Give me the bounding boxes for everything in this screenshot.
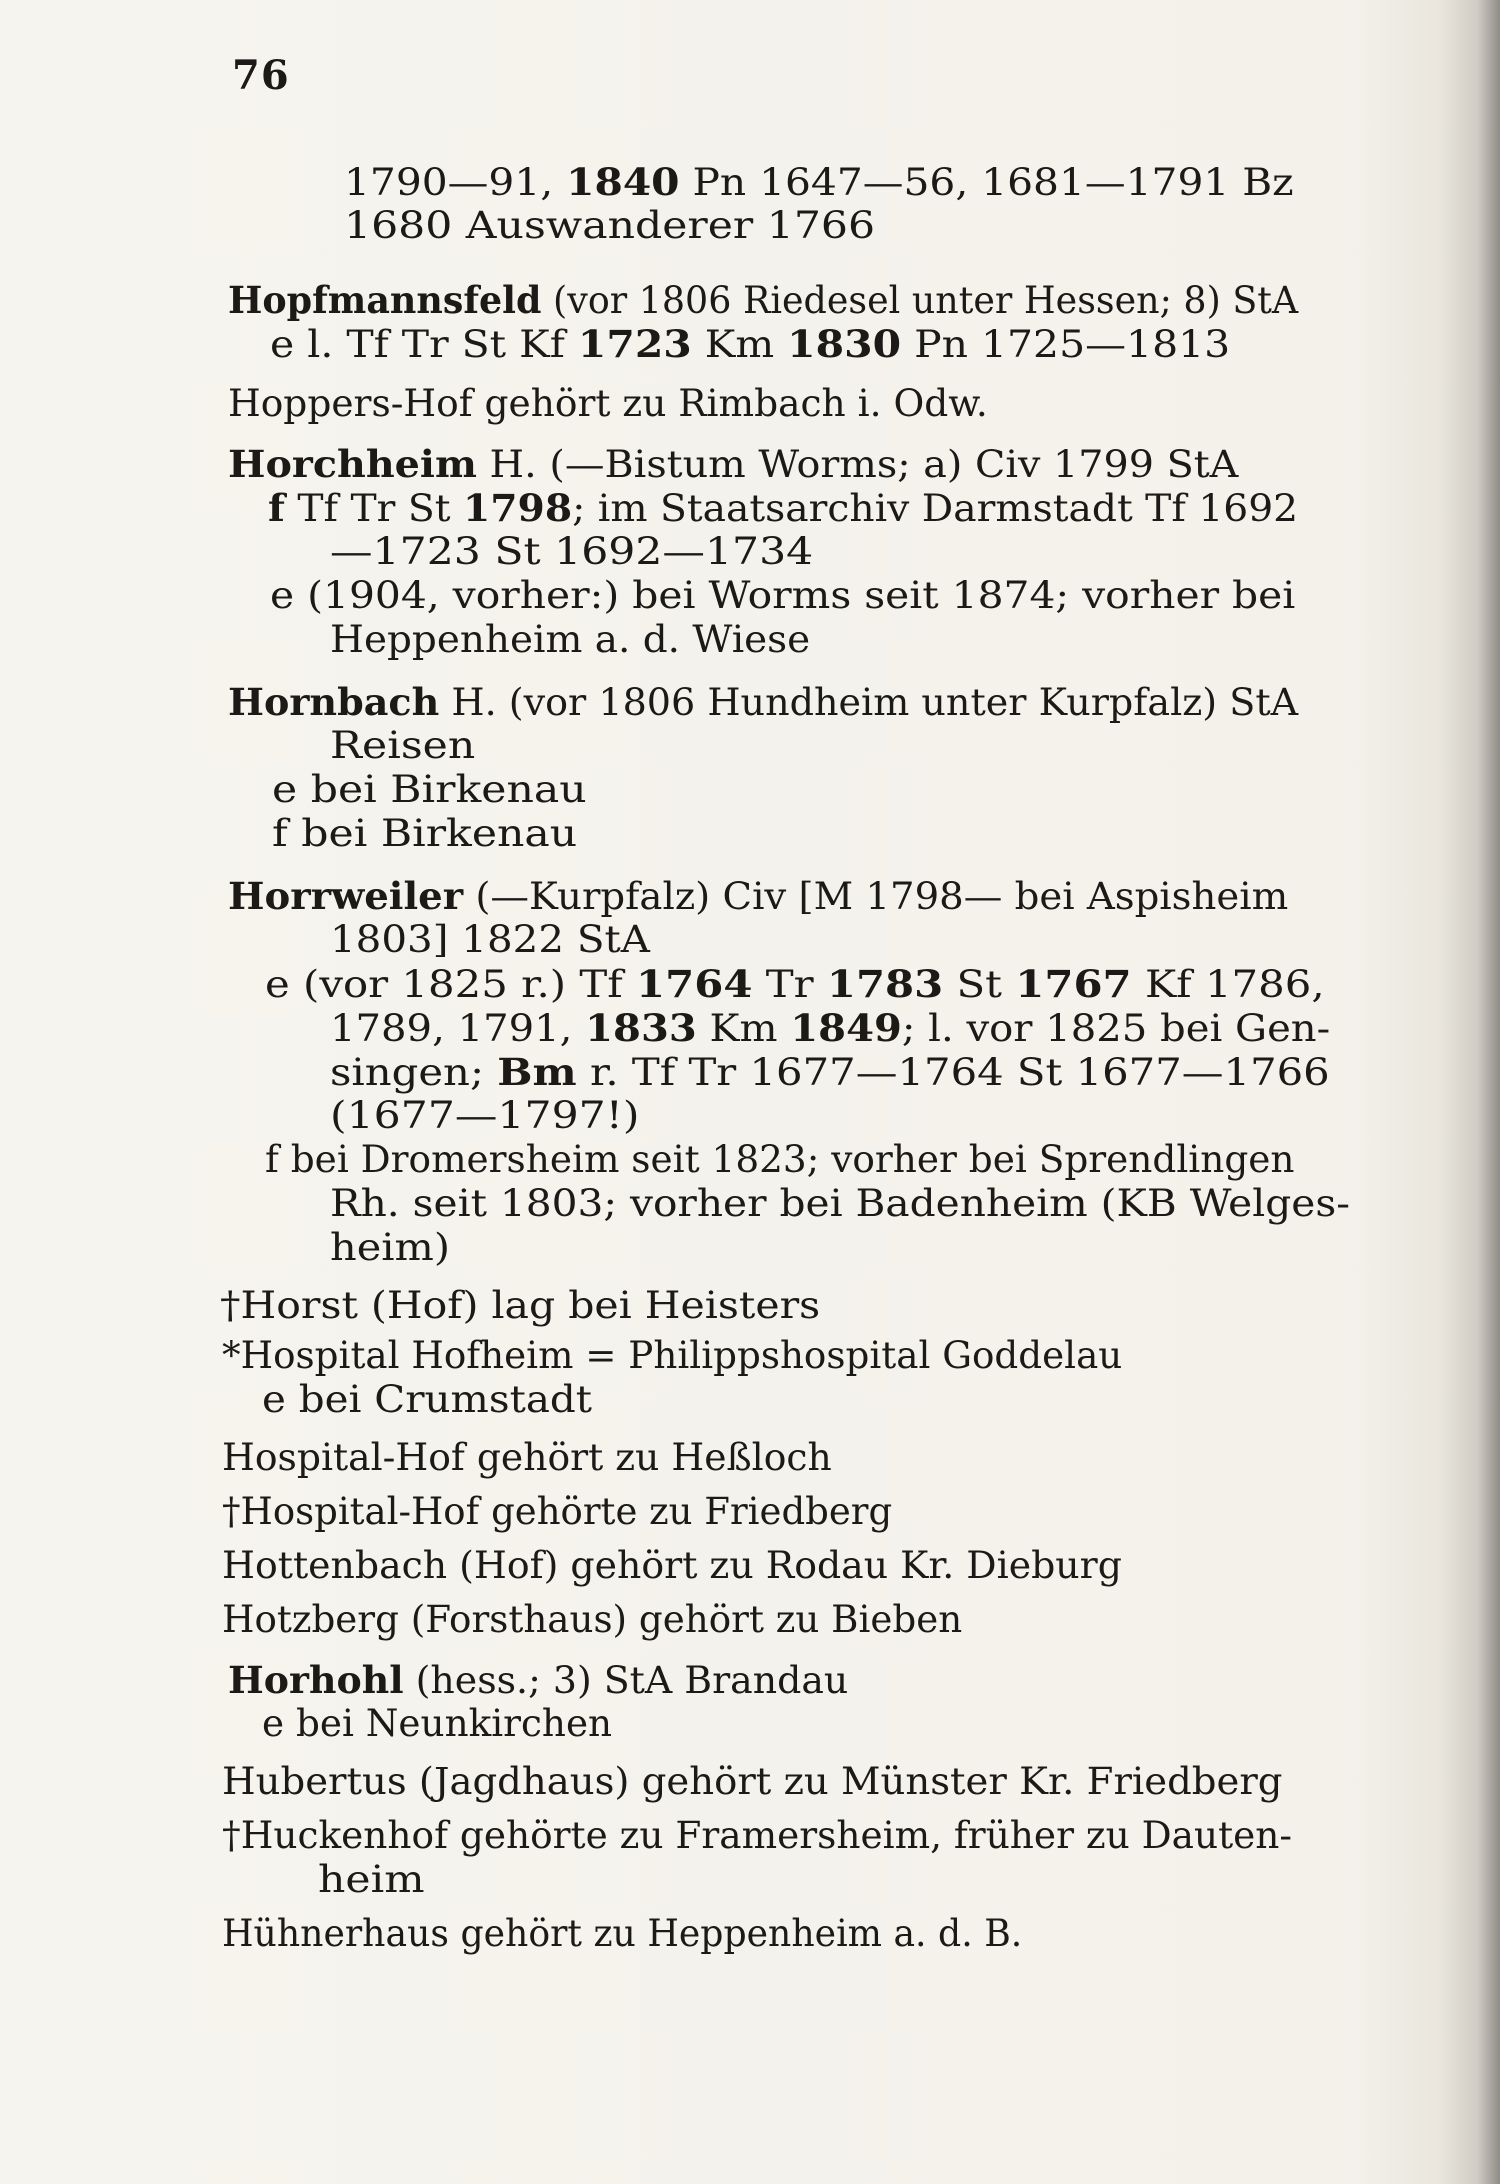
line-text: Hühnerhaus gehört zu Heppenheim a. d. B.	[222, 1912, 1023, 1955]
line-text: (1677—1797!)	[330, 1094, 640, 1137]
text-line	[222, 1544, 1122, 1588]
text-line	[222, 1436, 832, 1480]
text-line	[228, 442, 1239, 487]
text-line	[330, 1094, 640, 1138]
line-text: St	[943, 963, 1016, 1006]
text-line	[330, 1050, 1330, 1095]
text-line	[222, 1490, 892, 1534]
line-text: ; im Staatsarchiv Darmstadt Tf 1692	[572, 487, 1299, 530]
entry-headword: Hornbach	[228, 680, 440, 724]
bold-text: Bm	[497, 1050, 577, 1094]
text-line	[272, 768, 587, 812]
line-text: Kf 1786,	[1131, 963, 1325, 1006]
text-line	[228, 1658, 849, 1703]
text-line	[344, 160, 1294, 205]
bold-text: 1764	[636, 962, 753, 1006]
text-line	[222, 1760, 1283, 1804]
text-line	[262, 1702, 613, 1746]
line-text: f bei Birkenau	[272, 812, 578, 855]
text-line	[330, 1226, 451, 1270]
text-line	[222, 1912, 1040, 1956]
line-text: Tf Tr St	[284, 487, 463, 530]
line-text: Rh. seit 1803; vorher bei Badenheim (KB Welges-	[330, 1182, 1350, 1225]
text-line	[330, 530, 814, 574]
line-text: Reisen	[330, 724, 476, 767]
line-text: H. (—Bistum Worms; a) Civ 1799 StA	[476, 443, 1239, 486]
bold-text: f	[268, 486, 285, 530]
text-line	[330, 618, 811, 662]
line-text: 1789, 1791,	[330, 1007, 586, 1050]
line-text: *Hospital Hofheim = Philippshospital Goddelau	[222, 1334, 1123, 1377]
text-line	[330, 918, 650, 962]
text-line	[222, 1814, 1293, 1858]
line-text: Km	[691, 323, 788, 366]
line-text: (—Kurpfalz) Civ [M 1798— bei Aspisheim	[463, 875, 1289, 918]
entry-headword: Horrweiler	[228, 874, 464, 918]
line-text: f bei Dromersheim seit 1823; vorher bei Sprendlingen	[265, 1138, 1295, 1181]
bold-text: 1798	[462, 486, 573, 530]
line-text: 1680 Auswanderer 1766	[344, 204, 876, 247]
text-line	[222, 1598, 963, 1642]
line-text: e bei Crumstadt	[262, 1378, 593, 1421]
entry-headword: Horhohl	[228, 1658, 404, 1702]
bold-text: 1723	[577, 322, 692, 366]
text-line	[220, 1284, 821, 1328]
text-line	[262, 1378, 593, 1422]
text-line	[222, 1334, 1123, 1378]
bold-text: 1849	[790, 1006, 902, 1050]
line-text: Km	[696, 1007, 791, 1050]
line-text: †Huckenhof gehörte zu Framersheim, früher zu Dauten-	[222, 1814, 1293, 1857]
line-text: heim)	[330, 1226, 451, 1269]
line-text: —1723 St 1692—1734	[330, 530, 814, 573]
line-text: ; l. vor 1825 bei Gen-	[901, 1007, 1331, 1050]
line-text: e l. Tf Tr St Kf	[270, 323, 578, 366]
line-text: 1790—91,	[344, 161, 567, 204]
text-line	[228, 874, 1289, 919]
line-text: e (vor 1825 r.) Tf	[265, 963, 637, 1006]
line-text: Pn 1647—56, 1681—1791 Bz	[679, 161, 1294, 204]
text-line	[330, 724, 476, 768]
bold-text: 1767	[1015, 962, 1132, 1006]
line-text: Hoppers-Hof gehört zu Rimbach i. Odw.	[228, 382, 988, 425]
line-text: Heppenheim a. d. Wiese	[330, 618, 811, 661]
line-text: †Horst (Hof) lag bei Heisters	[220, 1284, 821, 1327]
text-line	[344, 204, 876, 248]
line-text: (hess.; 3) StA Brandau	[403, 1659, 849, 1702]
line-text: e (1904, vorher:) bei Worms seit 1874; vorher bei	[270, 574, 1296, 617]
text-line	[272, 812, 578, 856]
line-text: (vor 1806 Riedesel unter Hessen; 8) StA	[541, 279, 1299, 322]
line-text: †Hospital-Hof gehörte zu Friedberg	[222, 1490, 893, 1533]
text-line	[268, 486, 1299, 531]
bold-text: 1833	[585, 1006, 697, 1050]
line-text: Hubertus (Jagdhaus) gehört zu Münster Kr. Friedberg	[222, 1760, 1283, 1803]
text-line	[228, 278, 1316, 323]
text-line	[318, 1858, 425, 1902]
line-text: H. (vor 1806 Hundheim unter Kurpfalz) StA	[439, 681, 1299, 724]
line-text: Pn 1725—1813	[901, 323, 1231, 366]
line-text: r. Tf Tr 1677—1764 St 1677—1766	[576, 1051, 1330, 1094]
entry-headword: Horchheim	[228, 442, 477, 486]
text-line	[265, 1138, 1295, 1182]
line-text: e bei Neunkirchen	[262, 1702, 613, 1745]
bold-text: 1830	[787, 322, 902, 366]
bold-text: 1840	[566, 160, 680, 204]
line-text: heim	[318, 1858, 425, 1901]
text-line	[330, 1182, 1350, 1226]
line-text: Tr	[752, 963, 827, 1006]
text-line	[330, 1006, 1331, 1051]
entry-headword: Hopfmannsfeld	[228, 278, 542, 322]
text-line	[270, 322, 1231, 367]
page-number: 76	[232, 52, 290, 99]
line-text: e bei Birkenau	[272, 768, 587, 811]
text-line	[228, 680, 1299, 725]
line-text: singen;	[330, 1051, 498, 1094]
line-text: 1803] 1822 StA	[330, 918, 650, 961]
line-text: Hottenbach (Hof) gehört zu Rodau Kr. Dieburg	[222, 1544, 1122, 1587]
line-text: Hospital-Hof gehört zu Heßloch	[222, 1436, 832, 1479]
line-text: Hotzberg (Forsthaus) gehört zu Bieben	[222, 1598, 963, 1641]
text-line	[265, 962, 1325, 1007]
text-line	[270, 574, 1296, 618]
bold-text: 1783	[826, 962, 944, 1006]
text-line	[228, 382, 988, 426]
